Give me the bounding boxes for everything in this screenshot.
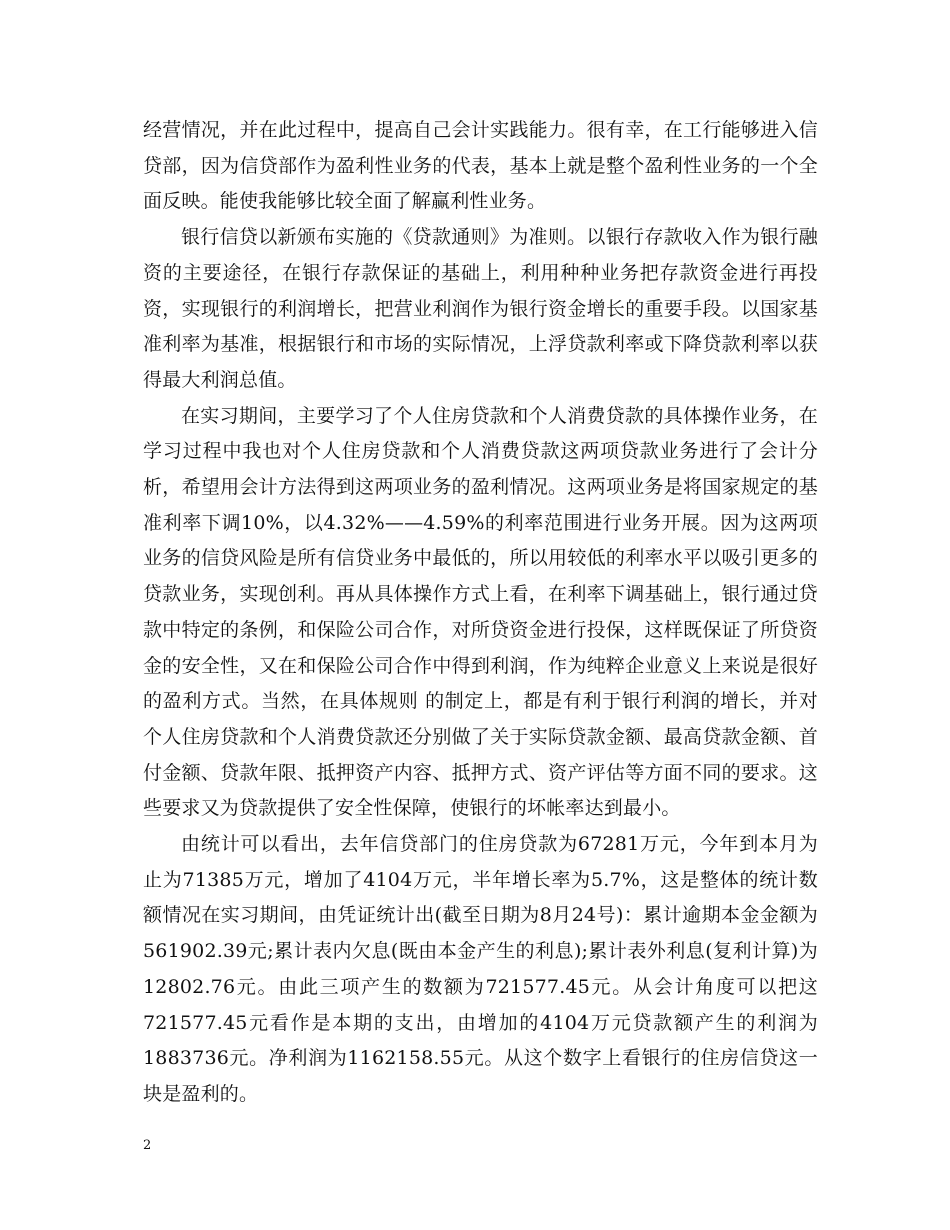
paragraph-3: 在实习期间，主要学习了个人住房贷款和个人消费贷款的具体操作业务，在学习过程中我也对个人住房贷款和个人消费贷款这两项贷款业务进行了会计分析，希望用会计方法得到这两项业务的盈利情况。这两项业务是将国家规定的基准利率下调10%，以4.32%——4.59%的利率范围进行业务开展。因为这两项业务的信贷风险是所有信贷业务中最低的，所以用较低的利率水平以吸引更多的贷款业务，实现创利。再从具体操作方式上看，在利率下调基础上，银行通过贷款中特定的条例，和保险公司合作，对所贷资金进行投保，这样既保证了所贷资金的安全性，又在和保险公司合作中得到利润，作为纯粹企业意义上来说是很好的盈利方式。当然，在具体规则 的制定上，都是有利于银行利润的增长，并对个人住房贷款和个人消费贷款还分别做了关于实际贷款金额、最高贷款金额、首付金额、贷款年限、抵押资产内容、抵押方式、资产评估等方面不同的要求。这些要求又为贷款提供了安全性保障，使银行的坏帐率达到最小。 bbox=[143, 404, 818, 820]
paragraph-1: 经营情况，并在此过程中，提高自己会计实践能力。很有幸，在工行能够进入信贷部，因为信贷部作为盈利性业务的代表，基本上就是整个盈利性业务的一个全面反映。能使我能够比较全面了解赢利性业务。 bbox=[143, 119, 818, 213]
paragraph-4: 由统计可以看出，去年信贷部门的住房贷款为67281万元，今年到本月为止为71385万元，增加了4104万元，半年增长率为5.7%，这是整体的统计数额情况在实习期间，由凭证统计出(截至日期为8月24号)：累计逾期本金金额为561902.39元;累计表内欠息(既由本金产生的利息);累计表外利息(复利计算)为12802.76元。由此三项产生的数额为721577.45元。从会计角度可以把这721577.45元看作是本期的支出，由增加的4104万元贷款额产生的利润为1883736元。净利润为1162158.55元。从这个数字上看银行的住房信贷这一块是盈利的。 bbox=[143, 833, 818, 1105]
paragraph-2: 银行信贷以新颁布实施的《贷款通则》为准则。以银行存款收入作为银行融资的主要途径，在银行存款保证的基础上，利用种种业务把存款资金进行再投资，实现银行的利润增长，把营业利润作为银行资金增长的重要手段。以国家基准利率为基准，根据银行和市场的实际情况，上浮贷款利率或下降贷款利率以获得最大利润总值。 bbox=[143, 226, 818, 391]
body-text bbox=[143, 113, 818, 1113]
page-number: 2 bbox=[143, 1138, 152, 1153]
